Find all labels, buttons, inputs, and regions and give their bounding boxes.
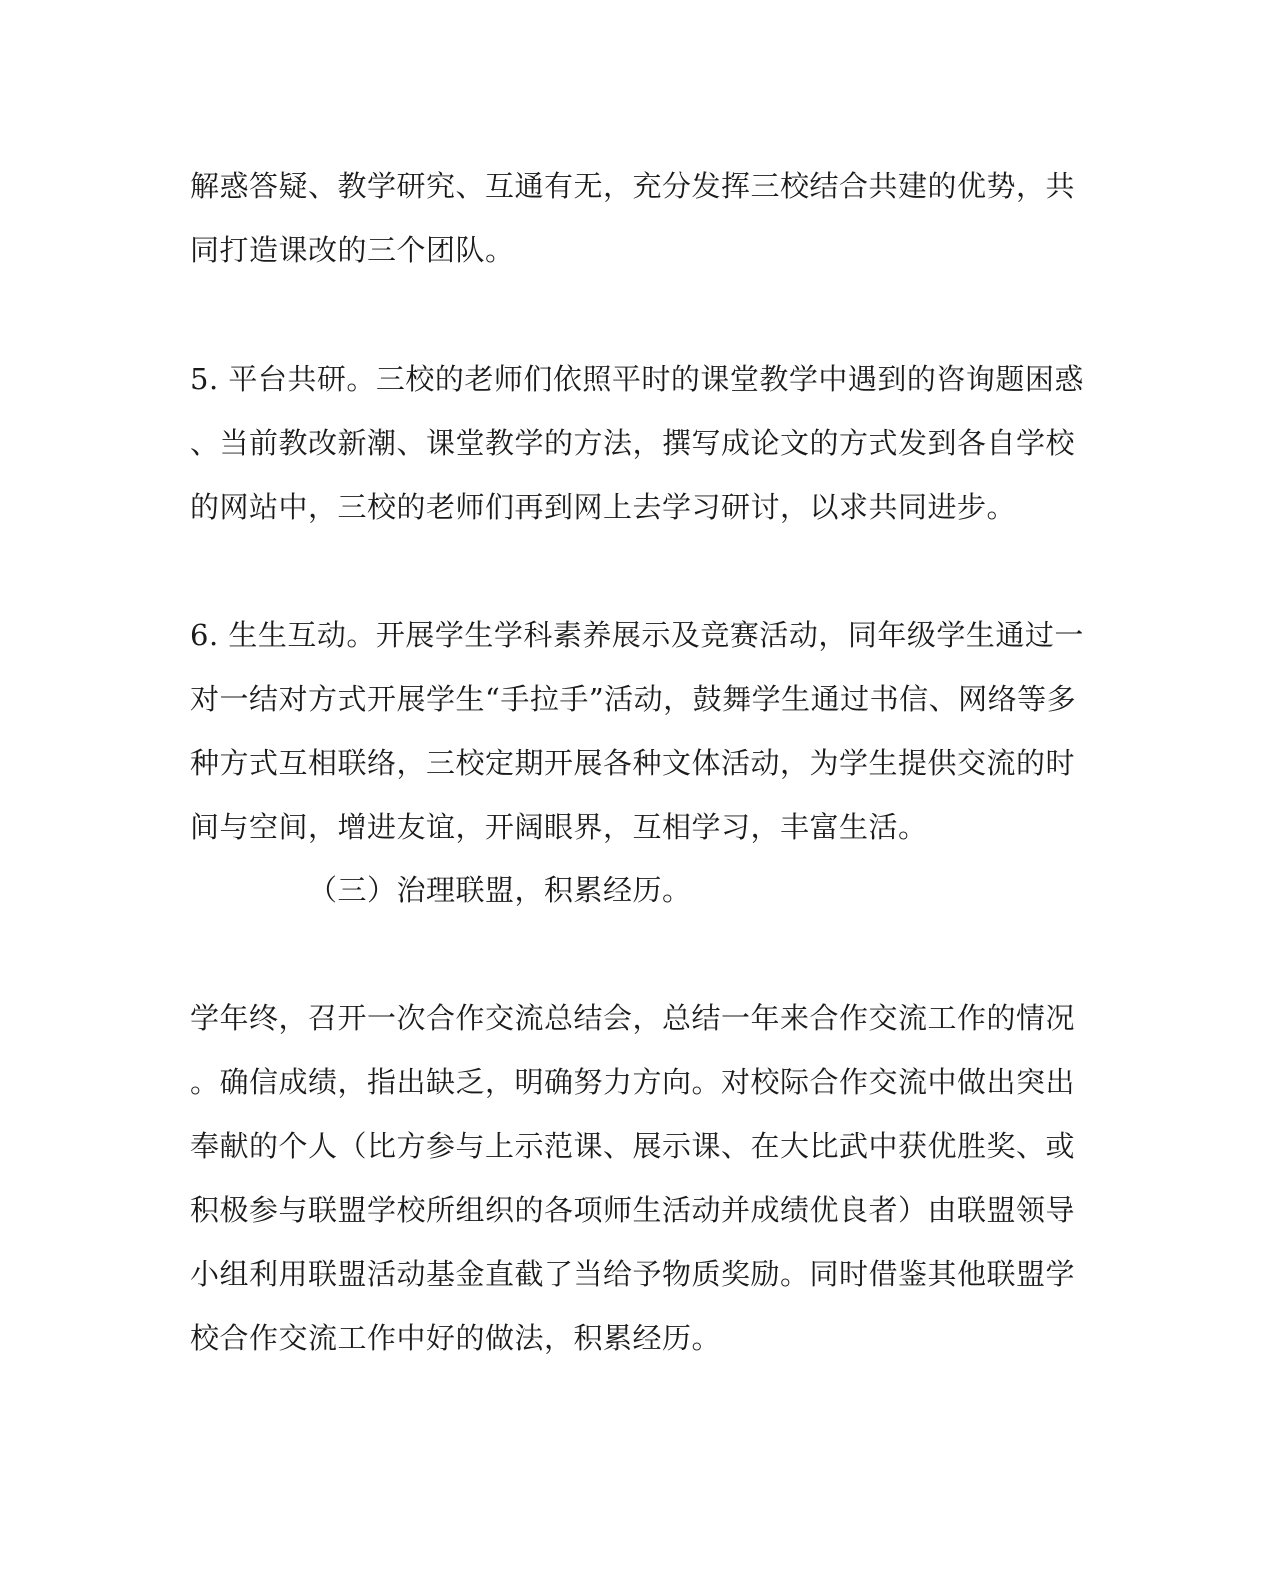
summary-line-3: 奉献的个人（比方参与上示范课、展示课、在大比武中获优胜奖、或	[190, 1129, 1076, 1163]
summary-line-5: 小组利用联盟活动基金直截了当给予物质奖励。同时借鉴其他联盟学	[190, 1257, 1076, 1291]
paragraph-6-line-3: 种方式互相联络，三校定期开展各种文体活动，为学生提供交流的时	[190, 746, 1076, 780]
paragraph-6-line-4: 间与空间，增进友谊，开阔眼界，互相学习，丰富生活。	[190, 810, 928, 844]
paragraph-6-line-1: 6. 生生互动。开展学生学科素养展示及竞赛活动，同年级学生通过一	[190, 618, 1084, 652]
paragraph-5-line-1: 5. 平台共研。三校的老师们依照平时的课堂教学中遇到的咨询题困惑	[190, 362, 1084, 396]
intro-line-2: 同打造课改的三个团队。	[190, 233, 515, 267]
section-heading: （三）治理联盟，积累经历。	[308, 873, 692, 907]
paragraph-5-line-2: 、当前教改新潮、课堂教学的方法，撰写成论文的方式发到各自学校	[190, 426, 1076, 460]
summary-line-2: 。确信成绩，指出缺乏，明确努力方向。对校际合作交流中做出突出	[190, 1065, 1076, 1099]
paragraph-6-line-2: 对一结对方式开展学生“手拉手”活动，鼓舞学生通过书信、网络等多	[190, 682, 1077, 716]
paragraph-5-line-3: 的网站中，三校的老师们再到网上去学习研讨，以求共同进步。	[190, 490, 1017, 524]
intro-line-1: 解惑答疑、教学研究、互通有无，充分发挥三校结合共建的优势，共	[190, 169, 1076, 203]
summary-line-1: 学年终，召开一次合作交流总结会，总结一年来合作交流工作的情况	[190, 1001, 1076, 1035]
summary-line-4: 积极参与联盟学校所组织的各项师生活动并成绩优良者）由联盟领导	[190, 1193, 1076, 1227]
summary-line-6: 校合作交流工作中好的做法，积累经历。	[190, 1321, 722, 1355]
